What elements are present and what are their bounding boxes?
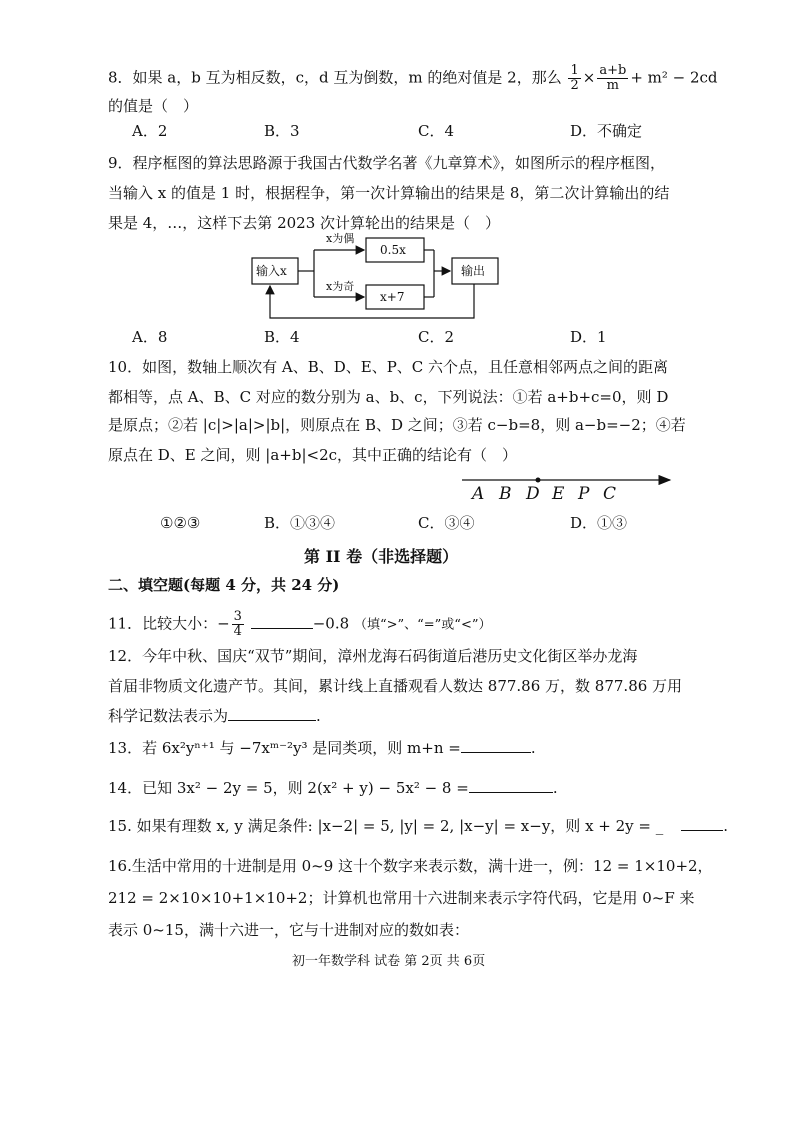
q9-line2: 当输入 x 的值是 1 时，根据程争，第一次计算输出的结果是 8，第二次计算输出的结	[108, 184, 670, 202]
q11-line: 11．比较大小：− $\frac{3}{4}$ −0.8 （填“>”、“=”或“<”）	[108, 609, 492, 639]
q9-line1: 9．程序框图的算法思路源于我国古代数学名著《九章算术》，如图所示的程序框图，	[108, 154, 666, 172]
q10-line1: 10．如图，数轴上顺次有 A、B、D、E、P、C 六个点，且任意相邻两点之间的距离	[108, 358, 669, 376]
q16-line3: 表示 0~15，满十六进一，它与十进制对应的数如表：	[108, 921, 469, 939]
flow-even-text: 0.5x	[380, 243, 406, 257]
q12-line1: 12．今年中秋、国庆“双节”期间，漳州龙海石码街道后港历史文化街区举办龙海	[108, 647, 638, 665]
axis-point-e: E	[552, 484, 565, 504]
q16-line1: 16.生活中常用的十进制是用 0~9 这十个数字来表示数，满十进一，例：12 = 1×10+2，	[108, 857, 713, 875]
q9-option-d: D．1	[570, 328, 607, 346]
q15-answer-blank[interactable]	[681, 816, 723, 831]
flow-odd-text: x+7	[380, 290, 405, 304]
flow-even-label: x为偶	[326, 232, 355, 245]
q8-option-a: A．2	[132, 122, 168, 140]
number-line-dot	[536, 478, 541, 483]
axis-point-a: A	[472, 484, 485, 504]
q9-option-a: A．8	[132, 328, 168, 346]
q10-line4: 原点在 D、E 之间，则 |a+b|<2c，其中正确的结论有（ ）	[108, 446, 518, 464]
q9-option-c: C．2	[418, 328, 455, 346]
flow-input-label: 输入x	[256, 264, 287, 278]
q8-option-d: D．不确定	[570, 122, 643, 140]
flow-odd-label: x为奇	[326, 280, 355, 293]
q12-line2: 首届非物质文化遗产节。其间，累计线上直播观看人数达 877.86 万，数 877.86 万用	[108, 677, 683, 695]
q14-answer-blank[interactable]	[469, 778, 553, 793]
page-footer: 初一年数学科 试卷 第 2页 共 6页	[292, 954, 486, 969]
q8-text: 8．如果 a，b 互为相反数，c，d 互为倒数，m 的绝对值是 2，那么	[108, 68, 562, 87]
q8-option-b: B．3	[264, 122, 300, 140]
q11-fraction: $\frac{3}{4}$	[233, 609, 242, 639]
axis-point-b: B	[499, 484, 512, 504]
q10-option-a: ①②③	[160, 514, 201, 532]
q9-line3: 果是 4，…，这样下去第 2023 次计算轮出的结果是（ ）	[108, 214, 501, 232]
axis-point-c: C	[603, 484, 617, 504]
q14-line: 14．已知 3x² − 2y = 5，则 2(x² + y) − 5x² − 8 = .	[108, 779, 558, 797]
q16-line2: 212 = 2×10×10+1×10+2；计算机也常用十六进制来表示字符代码，它是用 0~F 来	[108, 889, 695, 907]
q10-option-d: D．①③	[570, 514, 628, 532]
q15-line: 15. 如果有理数 x, y 满足条件: |x−2| = 5, |y| = 2, |x−y| = x−y，则 x + 2y = _ .	[108, 817, 729, 835]
q11-answer-blank[interactable]	[251, 614, 313, 629]
q12-answer-blank[interactable]	[228, 706, 316, 721]
q9-option-b: B．4	[264, 328, 300, 346]
q8-fraction-half: $\frac{1}{2}$	[570, 63, 579, 93]
flow-output-label: 输出	[461, 264, 486, 278]
q8-option-c: C．4	[418, 122, 455, 140]
q8-line1: 8．如果 a，b 互为相反数，c，d 互为倒数，m 的绝对值是 2，那么 $\frac{1}{2}$ × $\frac{a+b}{m}$ + m² − 2cd	[108, 63, 718, 93]
q12-line3: 科学记数法表示为 .	[108, 707, 321, 725]
q13-answer-blank[interactable]	[461, 738, 531, 753]
q8-line2: 的值是（ ）	[108, 97, 199, 115]
q8-fraction-ab-m: $\frac{a+b}{m}$	[599, 63, 627, 93]
q13-line: 13．若 6x²yⁿ⁺¹ 与 −7xᵐ⁻²y³ 是同类项，则 m+n = .	[108, 739, 536, 757]
section-title: 第 II 卷（非选择题）	[304, 547, 459, 566]
part2-title: 二、填空题(每题 4 分，共 24 分)	[108, 576, 340, 594]
axis-point-d: D	[526, 484, 540, 504]
q10-line3: 是原点；②若 |c|>|a|>|b|，则原点在 B、D 之间；③若 c−b=8，则 a−b=−2；④若	[108, 416, 686, 434]
q10-option-c: C．③④	[418, 514, 475, 532]
q10-line2: 都相等，点 A、B、C 对应的数分别为 a、b、c，下列说法：①若 a+b+c=0，则 D	[108, 388, 669, 406]
q10-option-b: B．①③④	[264, 514, 336, 532]
axis-point-p: P	[578, 484, 590, 504]
